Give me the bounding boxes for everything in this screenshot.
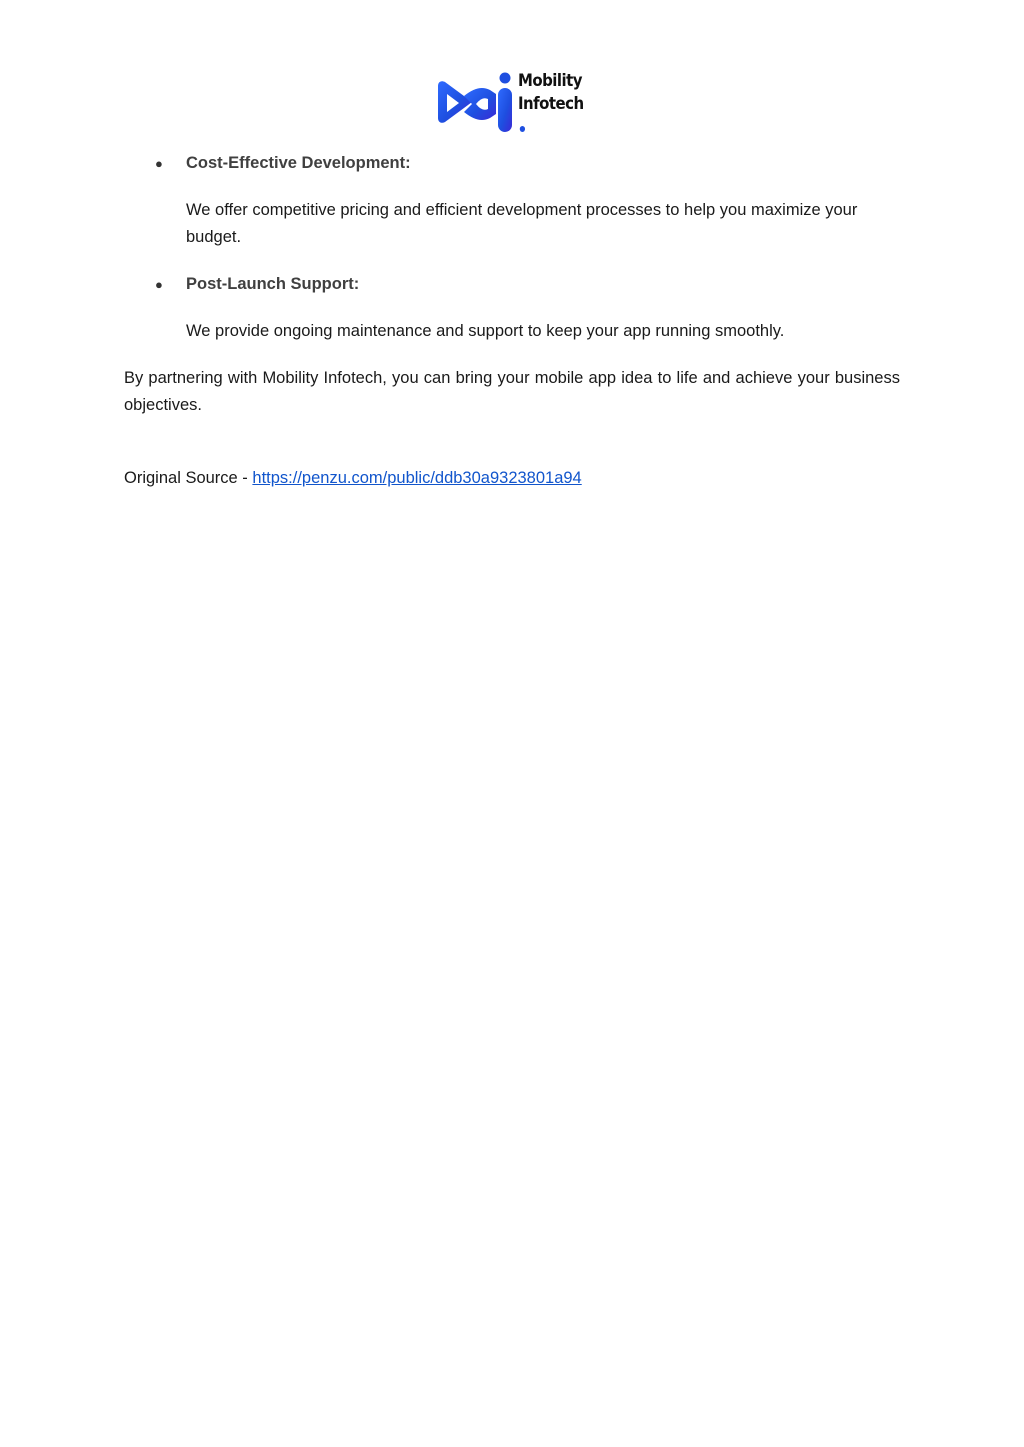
bullet-heading-post-launch [124,271,900,298]
logo-line-2-text: Infotech [518,93,584,114]
closing-paragraph: By partnering with Mobility Infotech, you can bring your mobile app idea to life and achieve your business objectives. [124,369,900,414]
logo-line-1: Mobility [518,70,582,91]
company-logo [434,72,598,136]
source-line [124,465,900,492]
bullet-heading-cost-effective [124,150,900,177]
section-heading: Post-Launch Support: [186,275,360,293]
logo-dot-icon [520,126,525,132]
section-heading: Cost-Effective Development: [186,154,411,172]
mobility-infotech-mark-icon [434,72,518,136]
source-link[interactable]: https://penzu.com/public/ddb30a9323801a94 [252,469,582,487]
section-body-cost-effective: We offer competitive pricing and efficient development processes to help you maximize your budget. [186,201,858,246]
logo-line-2 [518,93,588,139]
source-prefix: Original Source - [124,469,253,487]
bullet-icon: ● [155,277,163,292]
logo-wordmark [518,70,588,139]
bullet-icon: ● [155,156,163,171]
document-body [124,150,900,492]
section-body-post-launch: We provide ongoing maintenance and support to keep your app running smoothly. [186,322,785,340]
